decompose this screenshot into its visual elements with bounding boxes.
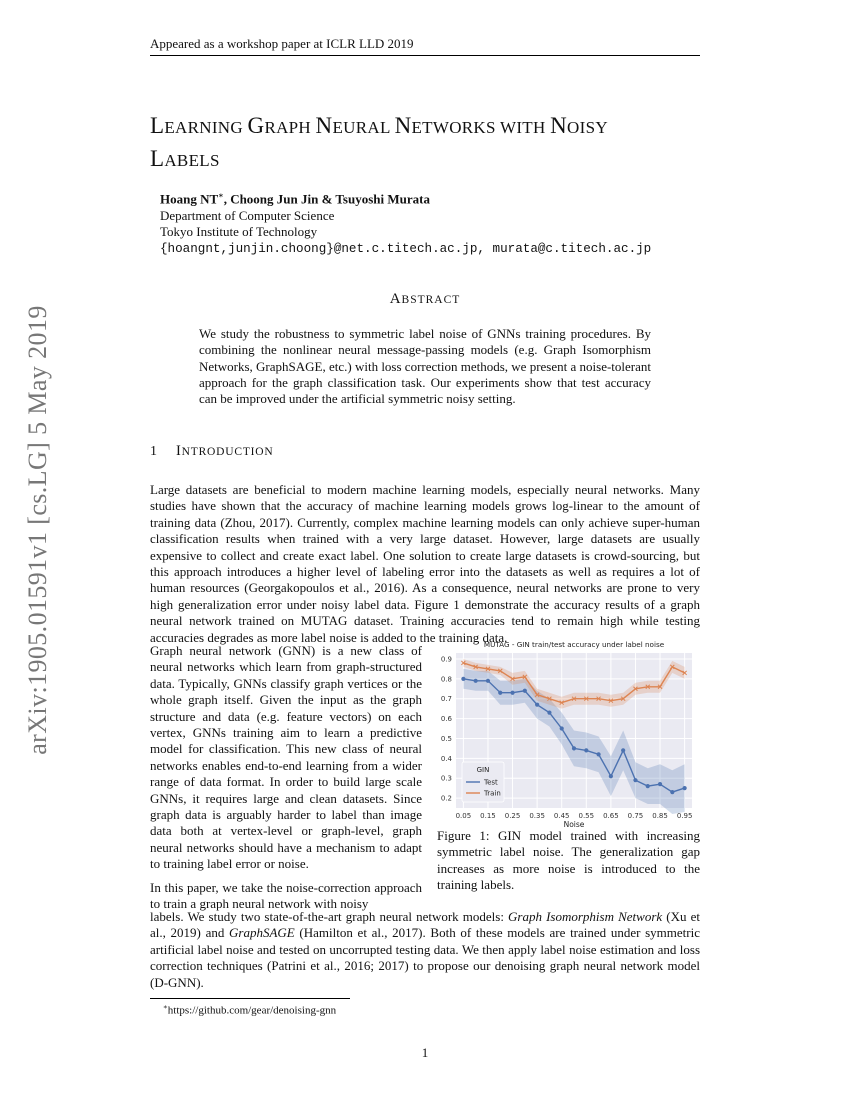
test-point <box>596 752 600 756</box>
abstract-heading: ABSTRACT <box>389 291 461 307</box>
legend-label-train: Train <box>484 789 501 798</box>
header-rule <box>150 55 700 56</box>
arxiv-stamp-text: arXiv:1905.01591v1 [cs.LG] 5 May 2019 <box>23 305 52 755</box>
title-rest: EARNING <box>164 118 248 137</box>
y-tick-label: 0.2 <box>440 794 452 803</box>
title-rest: ABELS <box>164 151 220 170</box>
legend-title: GIN <box>476 766 490 774</box>
x-tick-label: 0.95 <box>676 812 693 820</box>
test-point <box>560 726 564 730</box>
x-tick-label: 0.35 <box>529 812 545 820</box>
title-rest: OISY <box>567 118 608 137</box>
test-point <box>498 691 502 695</box>
test-point <box>474 679 478 683</box>
test-point <box>633 778 637 782</box>
figure-1-caption: Figure 1: GIN model trained with increasing symmetric label noise. The generalization gap increases as more noise is introduced to the training labels. <box>437 828 700 892</box>
title-cap: N <box>394 113 412 138</box>
x-tick-label: 0.65 <box>603 812 619 820</box>
title-cap: L <box>150 113 165 138</box>
author-names: Hoang NT∗, Choong Jun Jin & Tsuyoshi Murata <box>160 191 430 207</box>
chart-title: MUTAG - GIN train/test accuracy under label noise <box>483 640 665 649</box>
y-tick-label: 0.6 <box>440 715 452 724</box>
author-block <box>160 188 651 257</box>
test-point <box>670 790 674 794</box>
running-header: Appeared as a workshop paper at ICLR LLD 2019 <box>150 36 414 51</box>
y-tick-label: 0.9 <box>440 655 452 664</box>
test-point <box>486 679 490 683</box>
title-rest: ETWORKS WITH <box>411 118 551 137</box>
x-axis-label: Noise <box>563 820 585 829</box>
y-tick-label: 0.7 <box>440 695 452 704</box>
author-emails: {hoangnt,junjin.choong}@net.c.titech.ac.jp, murata@c.titech.ac.jp <box>160 241 652 256</box>
test-point <box>683 786 687 790</box>
y-tick-label: 0.3 <box>440 774 452 783</box>
author-institution: Tokyo Institute of Technology <box>160 224 318 240</box>
test-point <box>461 677 465 681</box>
figure-1-chart <box>430 637 710 829</box>
y-tick-label: 0.8 <box>440 675 452 684</box>
x-tick-label: 0.55 <box>578 812 595 820</box>
footnote-rule <box>150 998 350 999</box>
x-tick-label: 0.25 <box>504 812 521 820</box>
section-heading-introduction: 1 INTRODUCTION <box>150 443 274 459</box>
x-tick-label: 0.15 <box>480 812 496 820</box>
test-point <box>646 784 650 788</box>
paper-title <box>150 110 710 176</box>
test-point <box>658 782 662 786</box>
title-cap: G <box>247 113 265 138</box>
test-point <box>510 691 514 695</box>
x-tick-label: 0.85 <box>652 812 668 820</box>
x-tick-label: 0.05 <box>455 812 472 820</box>
test-point <box>609 774 613 778</box>
test-point <box>584 748 588 752</box>
intro-paragraph-1: Large datasets are beneficial to modern machine learning models, especially neural networks. Many studies have shown that the accuracy of machine learning models grows log-linear to the amount of training data (Zhou, 2017). Currently, complex machine learning models can only achieve super-human classification results when trained with a very large dataset. However, large datasets are usually expensive to collect and create exact label. One solution to create large datasets is crowd-sourcing, but this approach introduces a higher level of labeling error into the datasets as well as requires a lot of human resources (Georgakopoulos et al., 2016). As a consequence, neural networks are prone to very high generalization error under noisy label data. Figure 1 demonstrate the accuracy results of a graph neural network trained on MUTAG dataset. Training accuracies tend to remain high while testing accuracies degrades as more label noise is added to the training data. <box>150 482 700 645</box>
title-cap: N <box>315 113 333 138</box>
footnote: ∗https://github.com/gear/denoising-gnn <box>163 1003 337 1017</box>
test-point <box>621 748 625 752</box>
y-tick-label: 0.4 <box>440 754 452 763</box>
title-rest: RAPH <box>264 118 316 137</box>
title-cap: N <box>550 113 568 138</box>
test-point <box>547 711 551 715</box>
author-department: Department of Computer Science <box>160 207 335 223</box>
title-rest: EURAL <box>332 118 395 137</box>
title-cap: L <box>150 146 165 171</box>
intro-paragraph-3: In this paper, we take the noise-correction approach to train a graph neural network with noisy <box>150 880 422 912</box>
page-number: 1 <box>421 1045 429 1060</box>
y-tick-label: 0.5 <box>440 734 452 743</box>
x-tick-label: 0.75 <box>627 812 644 820</box>
test-point <box>535 703 539 707</box>
legend-label-test: Test <box>484 778 498 787</box>
intro-paragraph-4: labels. We study two state-of-the-art graph neural network models: Graph Isomorphism Network (Xu et al., 2019) and GraphSAGE (Hamilton et al., 2017). Both of these models are trained under symmetric artificial label noise and tested on uncorrupted testing data. We then apply label noise estimation and loss correction techniques (Patrini et al., 2016; 2017) to propose our denoising graph neural network model (D-GNN). <box>150 909 701 990</box>
x-tick-label: 0.45 <box>553 812 570 820</box>
abstract-text: We study the robustness to symmetric label noise of GNNs training procedures. By combining the nonlinear neural message-passing models (e.g. Graph Isomorphism Networks, GraphSAGE, etc.) with loss correction methods, we present a noise-tolerant approach for the graph classification task. Our experiments show that test accuracy can be improved under the artificial symmetric noisy setting. <box>199 326 651 407</box>
test-point <box>523 689 527 693</box>
test-point <box>572 746 576 750</box>
arxiv-stamp <box>24 290 52 770</box>
intro-paragraph-2: Graph neural network (GNN) is a new class of neural networks which learn from graph-structured data. Typically, GNNs classify graph vertices or the whole graph itself. Given the input as the graph structure and data (e.g. feature vectors) on each vertex, GNNs training aim to learn a predictive model for classification. This new class of neural networks enables end-to-end learning from a wider range of data format. In order to build large scale GNNs, it requires large and clean datasets. Since graph data is arguably harder to label than image data both at vertex-level or graph-level, graph neural networks should have a mechanism to adapt to training label error or noise. <box>150 643 422 872</box>
